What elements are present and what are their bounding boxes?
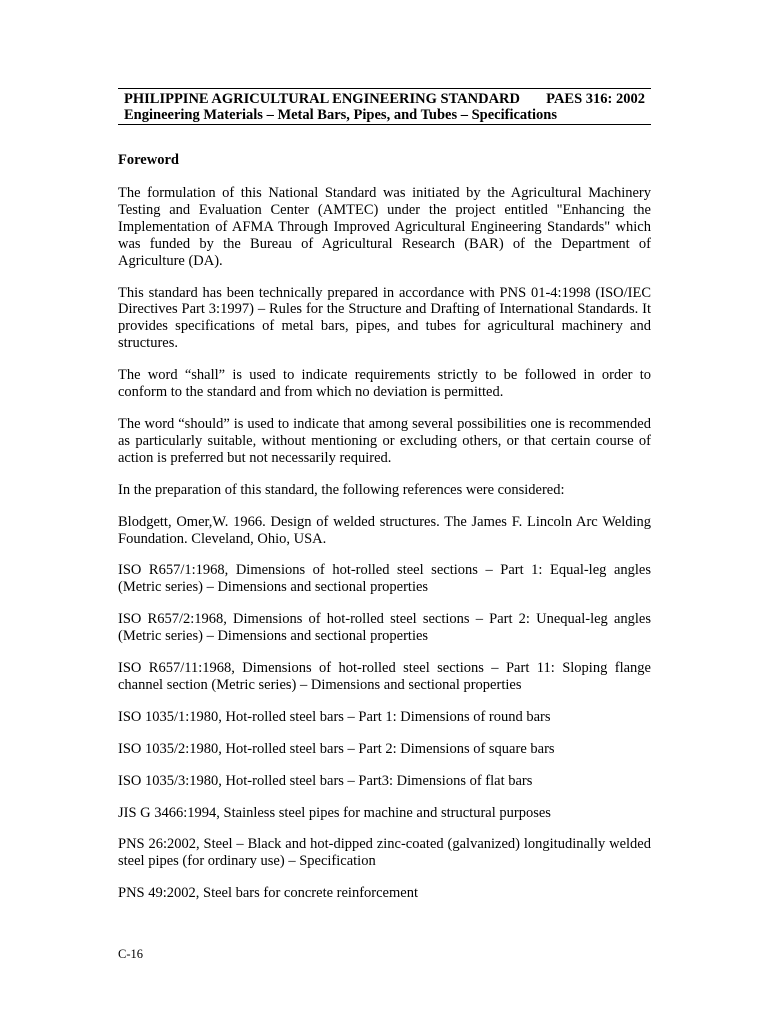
- standard-subtitle: Engineering Materials – Metal Bars, Pipes, and Tubes – Specifications: [124, 107, 557, 123]
- paragraph: The formulation of this National Standard was initiated by the Agricultural Machinery Testing and Evaluation Center (AMTEC) under the project entitled "Enhancing the Implementation of AFMA Through Improved Agricultural Engineering Standards" which was funded by the Bureau of Agricultural Research (BAR) of the Department of Agriculture (DA).: [118, 185, 651, 269]
- paragraph: The word “should” is used to indicate that among several possibilities one is recommended as particularly suitable, without mentioning or excluding others, or that certain course of action is preferred but not necessarily required.: [118, 415, 651, 466]
- reference-item: ISO 1035/2:1980, Hot-rolled steel bars – Part 2: Dimensions of square bars: [118, 740, 555, 757]
- paragraph: The word “shall” is used to indicate requirements strictly to be followed in order to conform to the standard and from which no deviation is permitted.: [118, 367, 651, 401]
- reference-item: ISO R657/11:1968, Dimensions of hot-rolled steel sections – Part 11: Sloping flange channel section (Metric series) – Dimensions and sectional properties: [118, 660, 651, 693]
- standard-title: PHILIPPINE AGRICULTURAL ENGINEERING STANDARD: [124, 91, 521, 107]
- standard-code: PAES 316: 2002: [546, 91, 645, 107]
- reference-item: ISO 1035/1:1980, Hot-rolled steel bars – Part 1: Dimensions of round bars: [118, 708, 551, 725]
- paragraph: In the preparation of this standard, the following references were considered:: [118, 481, 565, 498]
- document-header: [118, 88, 651, 125]
- paragraph: This standard has been technically prepared in accordance with PNS 01-4:1998 (ISO/IEC Directives Part 3:1997) – Rules for the Structure and Drafting of International Standards. It provides specifications of metal bars, pipes, and tubes for agricultural machinery and structures.: [118, 284, 651, 352]
- section-heading-foreword: Foreword: [118, 152, 179, 168]
- header-top-row: [124, 91, 645, 107]
- reference-item: JIS G 3466:1994, Stainless steel pipes for machine and structural purposes: [118, 804, 551, 821]
- reference-item: ISO R657/1:1968, Dimensions of hot-rolled steel sections – Part 1: Equal-leg angles (Metric series) – Dimensions and sectional properties: [118, 562, 651, 596]
- page-number: C-16: [118, 947, 143, 961]
- reference-item: PNS 49:2002, Steel bars for concrete reinforcement: [118, 885, 418, 902]
- reference-item: ISO R657/2:1968, Dimensions of hot-rolled steel sections – Part 2: Unequal-leg angles (Metric series) – Dimensions and sectional properties: [118, 611, 651, 645]
- document-page: [118, 88, 651, 902]
- reference-item: ISO 1035/3:1980, Hot-rolled steel bars – Part3: Dimensions of flat bars: [118, 772, 533, 789]
- reference-item: Blodgett, Omer,W. 1966. Design of welded structures. The James F. Lincoln Arc Welding Foundation. Cleveland, Ohio, USA.: [118, 513, 651, 547]
- reference-item: PNS 26:2002, Steel – Black and hot-dipped zinc-coated (galvanized) longitudinally welded steel pipes (for ordinary use) – Specification: [118, 836, 651, 870]
